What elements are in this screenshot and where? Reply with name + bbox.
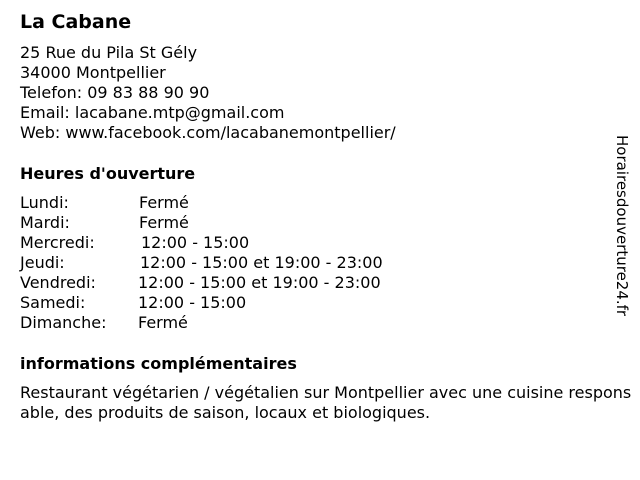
- day-hours: 12:00 - 15:00: [141, 233, 250, 252]
- hours-row: [20, 313, 383, 333]
- hours-table: [20, 193, 383, 333]
- contact-block: [20, 43, 396, 143]
- day-label: Mercredi:: [20, 233, 95, 252]
- hours-heading: Heures d'ouverture: [20, 164, 196, 183]
- info-description: Restaurant végétarien / végétalien sur Montpellier avec une cuisine responsable, des produits de saison, locaux et biologiques.: [20, 383, 632, 422]
- day-label: Jeudi:: [20, 253, 65, 272]
- hours-row: [20, 273, 383, 293]
- day-label: Mardi:: [20, 213, 70, 232]
- address-line-1: 25 Rue du Pila St Gély: [20, 43, 198, 62]
- hours-row: [20, 233, 383, 253]
- day-hours: Fermé: [139, 213, 189, 232]
- business-name: La Cabane: [20, 11, 132, 33]
- day-hours: 12:00 - 15:00 et 19:00 - 23:00: [138, 273, 381, 292]
- day-label: Vendredi:: [20, 273, 96, 292]
- day-label: Samedi:: [20, 293, 86, 312]
- hours-row: [20, 253, 383, 273]
- day-label: Lundi:: [20, 193, 69, 212]
- email-address: Email: lacabane.mtp@gmail.com: [20, 103, 285, 122]
- website: Web: www.facebook.com/lacabanemontpellier/: [20, 123, 396, 142]
- phone-number: Telefon: 09 83 88 90 90: [20, 83, 210, 102]
- day-hours: 12:00 - 15:00 et 19:00 - 23:00: [140, 253, 383, 272]
- day-label: Dimanche:: [20, 313, 107, 332]
- day-hours: Fermé: [139, 193, 189, 212]
- info-heading: informations complémentaires: [20, 354, 297, 373]
- day-hours: Fermé: [138, 313, 188, 332]
- day-hours: 12:00 - 15:00: [138, 293, 247, 312]
- watermark-text: Horairesdouverture24.fr: [613, 135, 631, 317]
- hours-row: [20, 213, 383, 233]
- hours-row: [20, 193, 383, 213]
- address-line-2: 34000 Montpellier: [20, 63, 166, 82]
- hours-row: [20, 293, 383, 313]
